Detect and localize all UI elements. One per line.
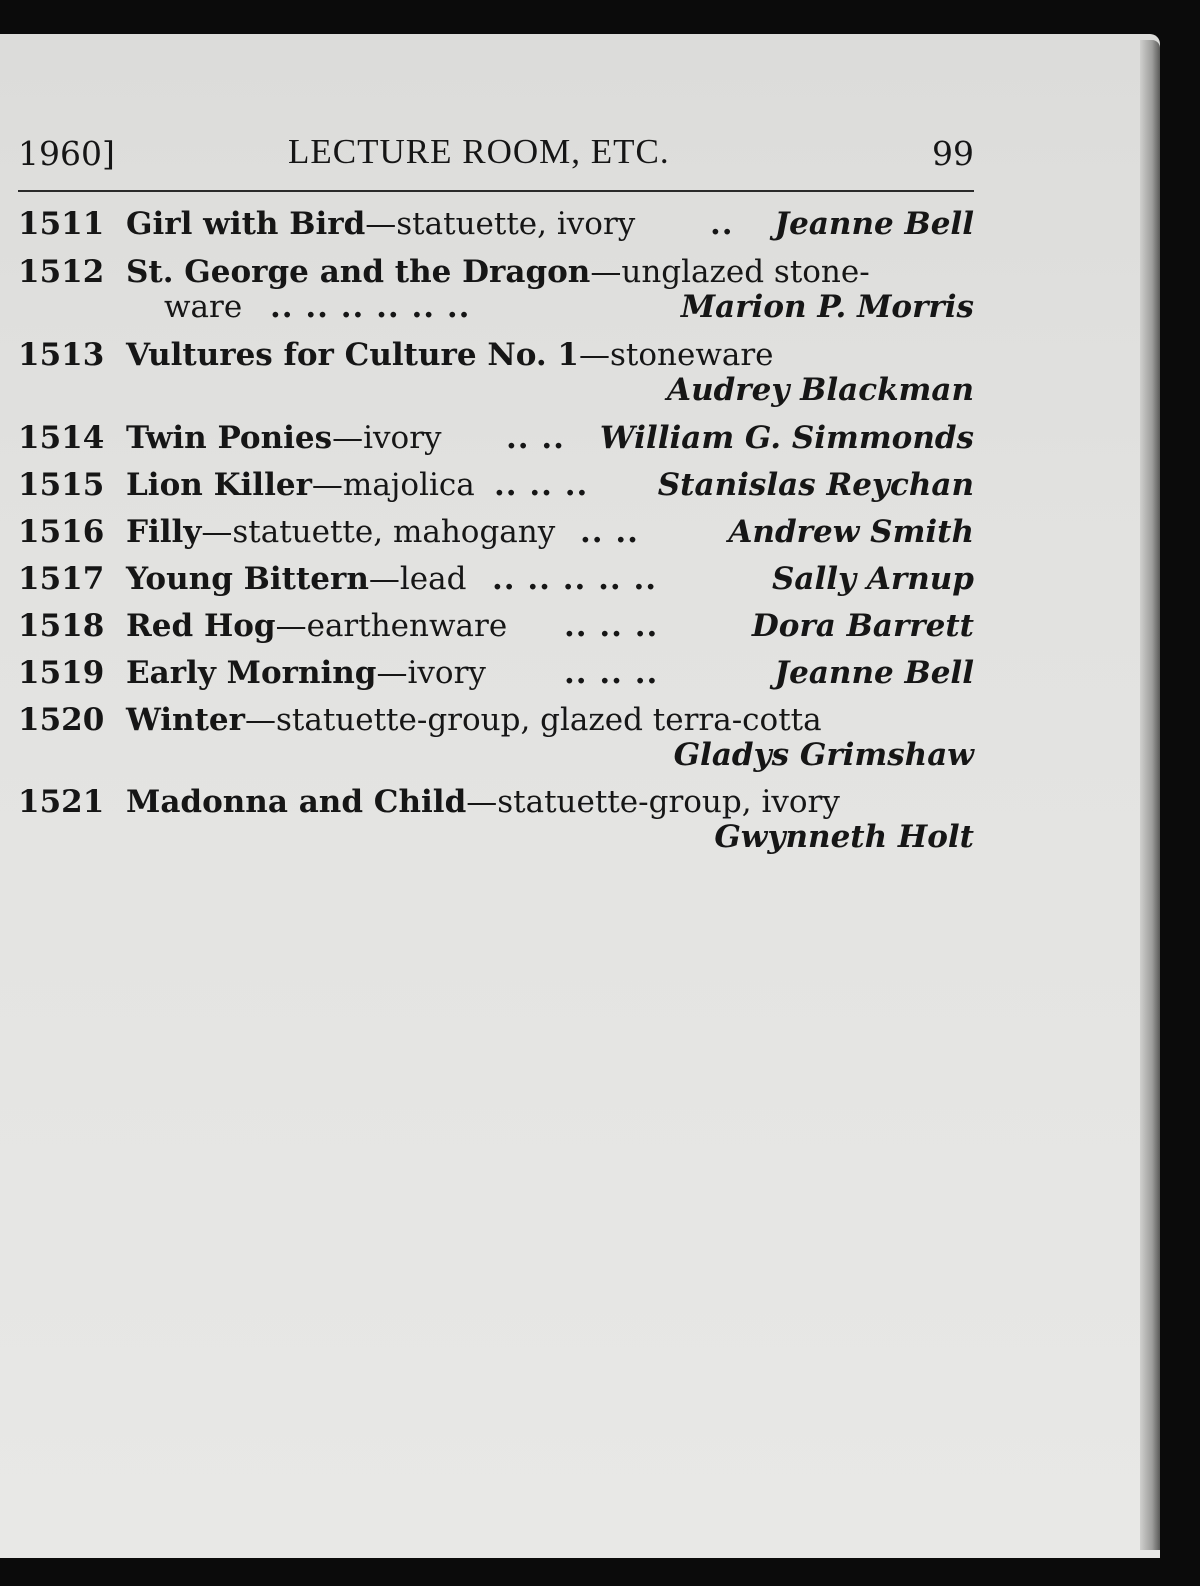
entry-artist: Jeanne Bell [774,206,974,242]
entry-title: Red Hog [126,608,276,644]
entry-1519 [18,653,974,693]
entry-1520-cont [18,735,974,775]
entry-number: 1513 [18,337,105,373]
entry-artist: Sally Arnup [772,561,974,597]
entry-number: 1516 [18,514,105,550]
entry-artist: Audrey Blackman [667,372,974,408]
entry-medium: —stoneware [579,337,774,373]
running-header [18,128,974,176]
leader-dots: .. [710,206,734,242]
entry-title: Early Morning [126,655,377,691]
page-number: 99 [932,134,974,173]
entry-number: 1517 [18,561,105,597]
entry-1518 [18,606,974,646]
entry-medium: —unglazed stone- [590,254,870,290]
leader-dots: .. .. .. .. .. [492,561,658,597]
entry-medium: —statuette, ivory [365,206,636,242]
entry-artist: William G. Simmonds [599,420,974,456]
entry-artist: Gwynneth Holt [714,819,974,855]
entry-medium: —ivory [376,655,486,691]
entry-1514 [18,418,974,458]
header-title: LECTURE ROOM, ETC. [288,132,670,171]
entry-number: 1512 [18,254,105,290]
entry-artist: Jeanne Bell [774,655,974,691]
leader-dots: .. .. .. [564,655,659,691]
entry-title: Madonna and Child [126,784,467,820]
leader-dots: .. .. [506,420,565,456]
entry-title: Filly [126,514,202,550]
entry-title: Vultures for Culture No. 1 [126,337,579,373]
entry-title: Young Bittern [126,561,369,597]
entry-title: Girl with Bird [126,206,366,242]
entry-1517 [18,559,974,599]
entry-number: 1520 [18,702,105,738]
entry-medium-cont: ware [164,289,243,325]
leader-dots: .. .. .. [494,467,589,503]
entry-medium: —statuette, mahogany [201,514,556,550]
entry-number: 1518 [18,608,105,644]
entry-number: 1521 [18,784,105,820]
entry-1513-cont [18,370,974,410]
entry-1521 [18,782,974,822]
header-year: 1960] [18,134,115,173]
entry-1515 [18,465,974,505]
entry-1512-cont [18,287,974,327]
entry-title: St. George and the Dragon [126,254,591,290]
entry-1516 [18,512,974,552]
entry-1511 [18,204,974,244]
entry-medium: —ivory [332,420,442,456]
header-rule [18,190,974,192]
entry-1513 [18,335,974,375]
entry-medium: —statuette-group, glazed terra-cotta [244,702,822,738]
entry-1520 [18,700,974,740]
entry-artist: Stanislas Reychan [657,467,974,503]
entry-1521-cont [18,817,974,857]
entry-number: 1519 [18,655,105,691]
leader-dots: .. .. .. [564,608,659,644]
entry-artist: Gladys Grimshaw [673,737,974,773]
entry-medium: —majolica [311,467,475,503]
entry-artist: Andrew Smith [728,514,974,550]
entry-medium: —statuette-group, ivory [466,784,840,820]
entry-title: Twin Ponies [126,420,333,456]
page-edge [1140,40,1160,1550]
entry-1512 [18,252,974,292]
entry-medium: —lead [368,561,467,597]
leader-dots: .. .. [580,514,639,550]
leader-dots: .. .. .. .. .. .. [270,289,471,325]
entry-medium: —earthenware [275,608,508,644]
entry-number: 1514 [18,420,105,456]
entry-number: 1511 [18,206,105,242]
entry-artist: Dora Barrett [751,608,974,644]
entry-artist: Marion P. Morris [680,289,974,325]
entry-title: Winter [126,702,245,738]
entry-number: 1515 [18,467,105,503]
entry-title: Lion Killer [126,467,312,503]
